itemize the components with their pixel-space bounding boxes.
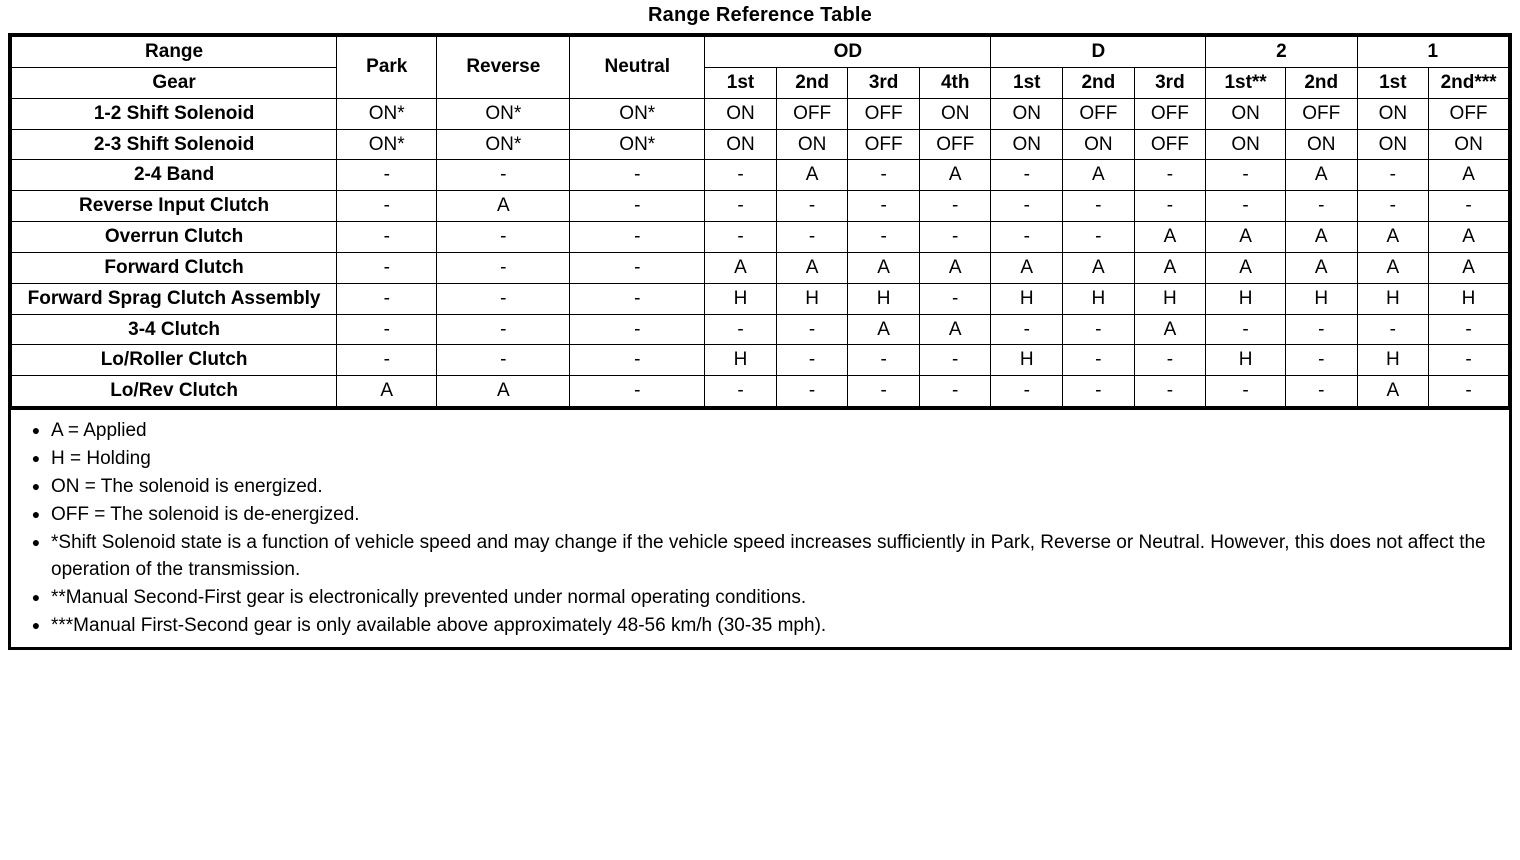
list-item [21,502,1499,529]
row-label: Reverse Input Clutch [12,191,337,222]
cell: ON [776,129,848,160]
cell: - [1063,222,1135,253]
cell: - [919,222,991,253]
cell: - [570,191,705,222]
cell: ON [1357,98,1429,129]
cell: A [1134,222,1206,253]
cell: - [1134,376,1206,407]
cell: OFF [1285,98,1357,129]
cell: - [919,345,991,376]
cell: A [1429,222,1509,253]
cell: H [1206,345,1286,376]
cell: ON* [337,98,437,129]
table-row [12,129,1509,160]
cell: - [1063,314,1135,345]
table-row [12,283,1509,314]
row-label: 3-4 Clutch [12,314,337,345]
cell: OFF [1134,98,1206,129]
cell: OFF [848,98,920,129]
cell: ON* [337,129,437,160]
cell: - [1285,191,1357,222]
cell: ON* [570,98,705,129]
cell: - [919,376,991,407]
cell: A [1206,222,1286,253]
table-body [12,98,1509,406]
cell: - [570,283,705,314]
cell: H [776,283,848,314]
cell: ON [1206,98,1286,129]
header-gear-1-2nd: 2nd*** [1429,67,1509,98]
cell: - [437,222,570,253]
cell: A [437,191,570,222]
cell: H [1063,283,1135,314]
cell: - [1357,191,1429,222]
cell: - [337,252,437,283]
cell: ON [705,98,777,129]
cell: A [1134,314,1206,345]
cell: A [919,314,991,345]
header-gear-1-1st: 1st [1357,67,1429,98]
cell: ON [1429,129,1509,160]
table-row [12,191,1509,222]
list-item [21,530,1499,584]
cell: H [705,345,777,376]
note-text: ***Manual First-Second gear is only available above approximately 48-56 km/h (30-35 mph). [51,614,827,636]
cell: - [848,160,920,191]
cell: - [776,191,848,222]
header-gear-od-1st: 1st [705,67,777,98]
cell: H [1285,283,1357,314]
header-range-1: 1 [1357,37,1508,68]
cell: A [337,376,437,407]
cell: H [705,283,777,314]
cell: A [848,314,920,345]
cell: - [991,376,1063,407]
table-row [12,345,1509,376]
cell: A [1285,222,1357,253]
cell: - [1063,191,1135,222]
cell: - [337,160,437,191]
cell: H [1429,283,1509,314]
cell: - [776,314,848,345]
row-label: Lo/Roller Clutch [12,345,337,376]
cell: OFF [1429,98,1509,129]
cell: - [1206,376,1286,407]
note-text: **Manual Second-First gear is electronically prevented under normal operating conditions. [51,586,807,608]
cell: - [337,283,437,314]
table-row [12,98,1509,129]
cell: - [848,345,920,376]
cell: ON [991,129,1063,160]
header-gear-2-2nd: 2nd [1285,67,1357,98]
table-row [12,314,1509,345]
cell: - [1206,314,1286,345]
cell: - [1285,314,1357,345]
bullet-icon: ● [31,506,41,523]
header-range-neutral: Neutral [570,37,705,99]
cell: A [1206,252,1286,283]
cell: - [1357,314,1429,345]
header-range-park: Park [337,37,437,99]
cell: ON* [437,129,570,160]
header-gear-od-2nd: 2nd [776,67,848,98]
cell: - [919,191,991,222]
note-text: ON = The solenoid is energized. [51,476,323,498]
cell: ON [1357,129,1429,160]
cell: - [1429,191,1509,222]
cell: A [1063,252,1135,283]
cell: H [848,283,920,314]
cell: H [991,345,1063,376]
cell: - [848,376,920,407]
cell: - [1285,345,1357,376]
legend-notes [8,410,1512,650]
cell: - [848,191,920,222]
cell: - [776,376,848,407]
cell: - [1357,160,1429,191]
cell: ON [1063,129,1135,160]
cell: ON* [437,98,570,129]
header-gear-d-1st: 1st [991,67,1063,98]
cell: - [570,160,705,191]
cell: A [437,376,570,407]
cell: - [437,345,570,376]
header-gear-d-3rd: 3rd [1134,67,1206,98]
cell: A [1429,252,1509,283]
bullet-icon: ● [31,450,41,467]
list-item [21,585,1499,612]
cell: - [1063,345,1135,376]
header-range-od: OD [705,37,991,68]
table-header-row-range [12,37,1509,68]
cell: - [437,160,570,191]
cell: - [337,222,437,253]
cell: - [705,160,777,191]
cell: - [1134,345,1206,376]
cell: A [1357,252,1429,283]
header-range-reverse: Reverse [437,37,570,99]
header-gear-od-3rd: 3rd [848,67,920,98]
cell: - [1429,314,1509,345]
cell: - [705,314,777,345]
cell: - [437,314,570,345]
cell: - [776,222,848,253]
cell: - [337,191,437,222]
row-label: Overrun Clutch [12,222,337,253]
bullet-icon: ● [31,588,41,605]
note-text: OFF = The solenoid is de-energized. [51,504,360,526]
cell: - [991,222,1063,253]
cell: A [1063,160,1135,191]
cell: A [1429,160,1509,191]
cell: ON [1285,129,1357,160]
bullet-icon: ● [31,534,41,550]
note-text: A = Applied [51,420,147,442]
bullet-icon: ● [31,478,41,495]
cell: - [848,222,920,253]
cell: A [1285,252,1357,283]
cell: - [1429,345,1509,376]
cell: - [1285,376,1357,407]
cell: H [1357,345,1429,376]
bullet-icon: ● [31,616,41,633]
range-reference-table-container [8,33,1512,410]
cell: H [1357,283,1429,314]
list-item [21,613,1499,640]
cell: - [776,345,848,376]
cell: OFF [1063,98,1135,129]
cell: OFF [776,98,848,129]
cell: OFF [1134,129,1206,160]
cell: A [919,160,991,191]
cell: - [1063,376,1135,407]
cell: - [991,191,1063,222]
table-row [12,376,1509,407]
cell: - [705,376,777,407]
note-text: *Shift Solenoid state is a function of vehicle speed and may change if the vehicle speed increases sufficiently in Park, Reverse or Neutral. However, this does not affect the operation of the transmission. [51,532,1486,580]
list-item [21,446,1499,473]
cell: - [1134,191,1206,222]
cell: A [1357,376,1429,407]
row-label: Forward Sprag Clutch Assembly [12,283,337,314]
cell: - [705,222,777,253]
cell: A [776,252,848,283]
cell: - [1429,376,1509,407]
header-gear-od-4th: 4th [919,67,991,98]
cell: - [570,252,705,283]
header-range: Range [12,37,337,68]
cell: - [437,283,570,314]
cell: - [991,314,1063,345]
bullet-icon: ● [31,422,41,439]
list-item [21,418,1499,445]
table-row [12,160,1509,191]
cell: H [1206,283,1286,314]
cell: A [1357,222,1429,253]
row-label: 1-2 Shift Solenoid [12,98,337,129]
row-label: Forward Clutch [12,252,337,283]
cell: ON* [570,129,705,160]
cell: - [570,376,705,407]
cell: - [1134,160,1206,191]
cell: OFF [848,129,920,160]
cell: - [337,345,437,376]
cell: - [991,160,1063,191]
cell: A [919,252,991,283]
cell: A [991,252,1063,283]
row-label: 2-4 Band [12,160,337,191]
page-title: Range Reference Table [648,4,872,26]
cell: - [1206,191,1286,222]
cell: A [776,160,848,191]
cell: - [437,252,570,283]
cell: - [705,191,777,222]
cell: OFF [919,129,991,160]
cell: - [337,314,437,345]
header-range-2: 2 [1206,37,1357,68]
header-gear: Gear [12,67,337,98]
cell: - [570,345,705,376]
note-text: H = Holding [51,448,151,470]
table-row [12,222,1509,253]
header-gear-2-1st: 1st** [1206,67,1286,98]
cell: A [1134,252,1206,283]
cell: H [991,283,1063,314]
range-reference-table [11,36,1509,407]
table-row [12,252,1509,283]
header-gear-d-2nd: 2nd [1063,67,1135,98]
table-header-row-gear [12,67,1509,98]
cell: - [570,314,705,345]
cell: A [1285,160,1357,191]
list-item [21,474,1499,501]
cell: - [919,283,991,314]
cell: A [848,252,920,283]
header-range-d: D [991,37,1206,68]
cell: ON [705,129,777,160]
row-label: Lo/Rev Clutch [12,376,337,407]
cell: ON [1206,129,1286,160]
cell: A [705,252,777,283]
cell: ON [991,98,1063,129]
cell: ON [919,98,991,129]
cell: - [570,222,705,253]
cell: H [1134,283,1206,314]
row-label: 2-3 Shift Solenoid [12,129,337,160]
cell: - [1206,160,1286,191]
